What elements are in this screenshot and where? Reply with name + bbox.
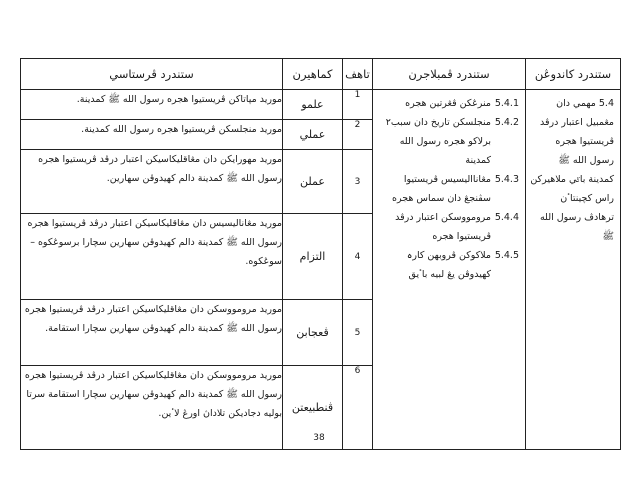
content-standard-text: 5.4 مهمي دان مڠمبيل اعتبار درڤد ڤريستيوا هجره رسول الله ﷺ کمدينة باݢي ملاهيرکن راس کچينتاٴن ترهادڤ رسول الله ﷺ xyxy=(530,98,614,242)
list-item xyxy=(377,170,519,208)
learning-standard-text: ملاکوکن ڤروبهن کارہ کهيدوڤن يڠ لبيه باٴيق xyxy=(406,250,491,280)
descriptor-cell: موريد مهورايکن دان مڠاقليکاسيکن اعتبار درڤد ڤريستيوا هجره رسول الله ﷺ کمدينة دالم کهيدوڤن سهارين. xyxy=(21,150,283,214)
header-tahap: تاهف xyxy=(343,59,373,90)
learning-standard-text: منجلسکن تاريخ دان سبب٢ برلاکو هجره رسول الله کمدينة xyxy=(385,117,491,166)
skill-cell: علمو xyxy=(283,90,343,120)
list-item xyxy=(377,246,519,284)
learning-standard-cell xyxy=(373,90,526,450)
tahap-cell: 6 xyxy=(343,366,373,450)
table-row xyxy=(21,90,621,120)
tahap-cell: 2 xyxy=(343,120,373,150)
table-header-row xyxy=(21,59,621,90)
descriptor-cell: موريد مرومووسکن دان مڠاقليکاسيکن اعتبار درڤد ڤريستيوا هجره رسول الله ﷺ کمدينة دالم کهيدوڤن سهارين سچارا استقامة سرتا بوليه دجاديکن تلاداڽ اورڠ لاٴين. xyxy=(21,366,283,450)
learning-standard-number: 5.4.2 xyxy=(494,117,519,128)
descriptor-cell: موريد مڽاتاکن ڤريستيوا هجره رسول الله ﷺ کمدينة. xyxy=(21,90,283,120)
list-item xyxy=(377,94,519,113)
learning-standard-number: 5.4.1 xyxy=(494,98,519,109)
header-skill: کماهيرن xyxy=(283,59,343,90)
learning-standard-text: مرومووسکن اعتبار درڤد ڤريستيوا هجره xyxy=(395,212,491,242)
descriptor-cell: موريد مڠاناليسيس دان مڠاقليکاسيکن اعتبار درڤد ڤريستيوا هجره رسول الله ﷺ کمدينة دالم کهيدوڤن سهارين سچارا برسوڠکوه – سوڠکوه. xyxy=(21,214,283,300)
page-number: 38 xyxy=(313,433,325,443)
header-learning-standard: ستندرد ڤمبلاجرن xyxy=(373,59,526,90)
tahap-cell: 5 xyxy=(343,300,373,366)
learning-standard-text: مڠانااليسيس ڤريستيوا سڤنجڠ دان سماس هجره xyxy=(391,174,491,204)
descriptor-cell: موريد مرومووسکن دان مڠاقليکاسيکن اعتبار درڤد ڤريستيوا هجره رسول الله ﷺ کمدينة دالم کهيدوڤن سهارين سچارا استقامة. xyxy=(21,300,283,366)
list-item xyxy=(377,113,519,170)
tahap-cell: 4 xyxy=(343,214,373,300)
learning-standard-number: 5.4.5 xyxy=(494,250,519,261)
list-item xyxy=(377,208,519,246)
skill-cell: عملن xyxy=(283,150,343,214)
skill-cell: عملي xyxy=(283,120,343,150)
learning-standard-number: 5.4.3 xyxy=(494,174,519,185)
descriptor-cell: موريد منجلسکن ڤريستيوا هجره رسول الله کمدينة. xyxy=(21,120,283,150)
skill-cell: التزام xyxy=(283,214,343,300)
header-performance-standard: ستندرد ڤرستاسي xyxy=(21,59,283,90)
learning-standard-text: منرڠکن ڤڠرتين هجره xyxy=(405,98,491,109)
tahap-cell: 1 xyxy=(343,90,373,120)
skill-cell: ڤعجابن xyxy=(283,300,343,366)
skill-cell: ڤنطبيعتن xyxy=(283,366,343,450)
learning-standard-number: 5.4.4 xyxy=(494,212,519,223)
header-content-standard: ستندرد کاندوڠن xyxy=(526,59,621,90)
learning-standard-list xyxy=(373,90,525,284)
performance-standard-table xyxy=(20,58,621,450)
content-standard-cell xyxy=(526,90,621,450)
tahap-cell: 3 xyxy=(343,150,373,214)
